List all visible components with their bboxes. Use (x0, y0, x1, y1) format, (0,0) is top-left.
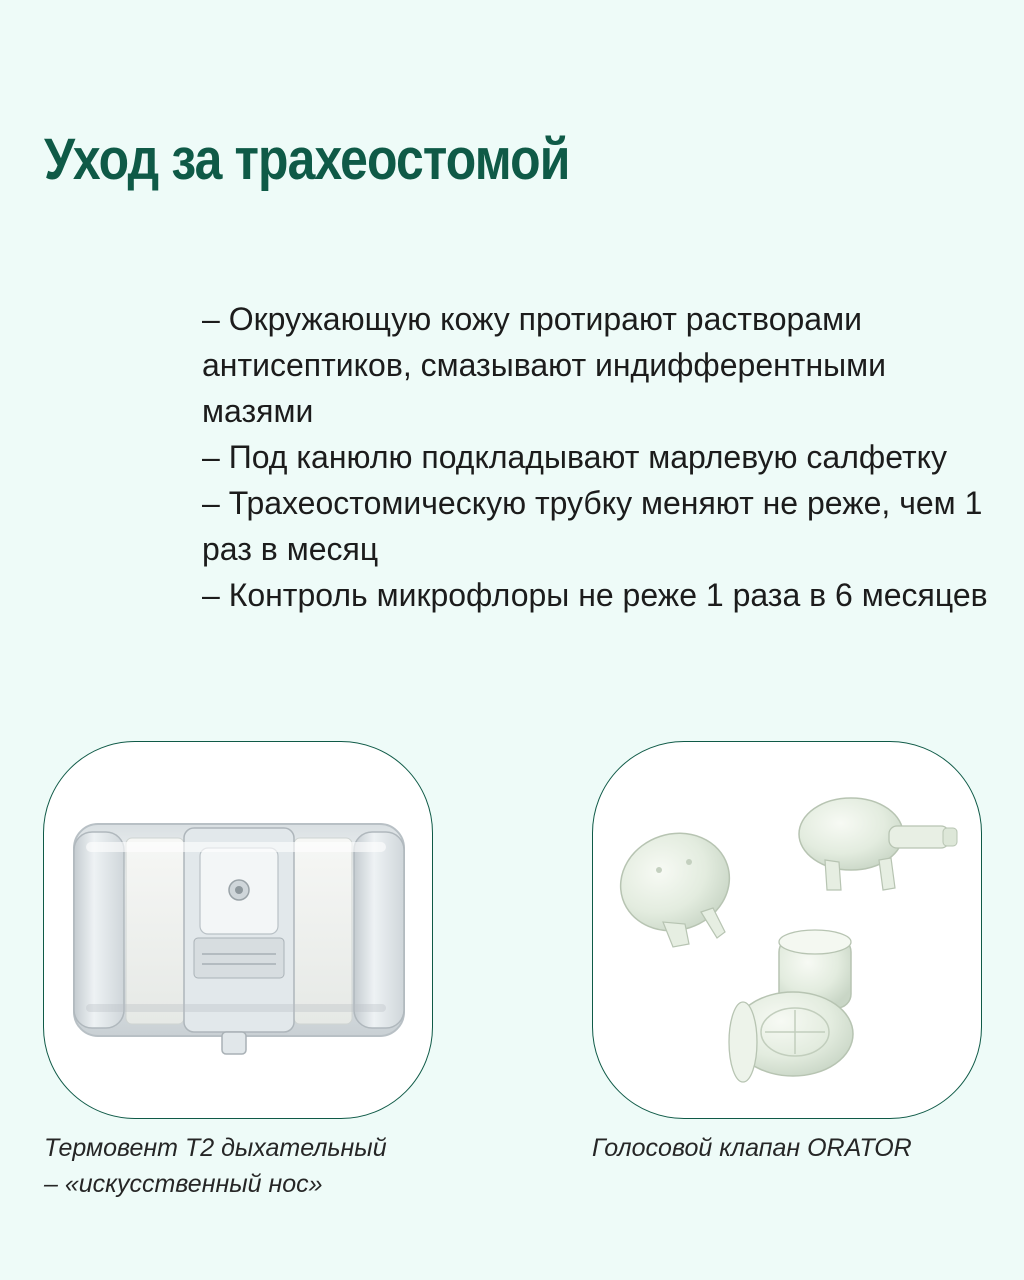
thermovent-image (44, 742, 432, 1118)
orator-valve-image-card (592, 741, 982, 1119)
thermovent-caption-line2: – «искусственный нос» (44, 1170, 323, 1198)
bullet-item-gauze-pad: – Под канюлю подкладывают марлевую салфетку (202, 439, 947, 475)
bullet-item-microflora-control: – Контроль микрофлоры не реже 1 раза в 6 месяцев (202, 577, 988, 613)
bullet-list (202, 296, 992, 618)
thermovent-caption-line1: Термовент Т2 дыхательный (44, 1134, 387, 1162)
orator-valve-caption: Голосовой клапан ORATOR (592, 1134, 912, 1162)
page-title: Уход за трахеостомой (44, 127, 570, 192)
bullet-item-tube-change: – Трахеостомическую трубку меняют не реже, чем 1 раз в месяц (202, 485, 983, 567)
thermovent-caption (44, 1130, 387, 1202)
orator-valve-image (593, 742, 981, 1118)
thermovent-image-card (43, 741, 433, 1119)
bullet-item-skin-care: – Окружающую кожу протирают растворами антисептиков, смазывают индифферентными мазями (202, 301, 886, 429)
